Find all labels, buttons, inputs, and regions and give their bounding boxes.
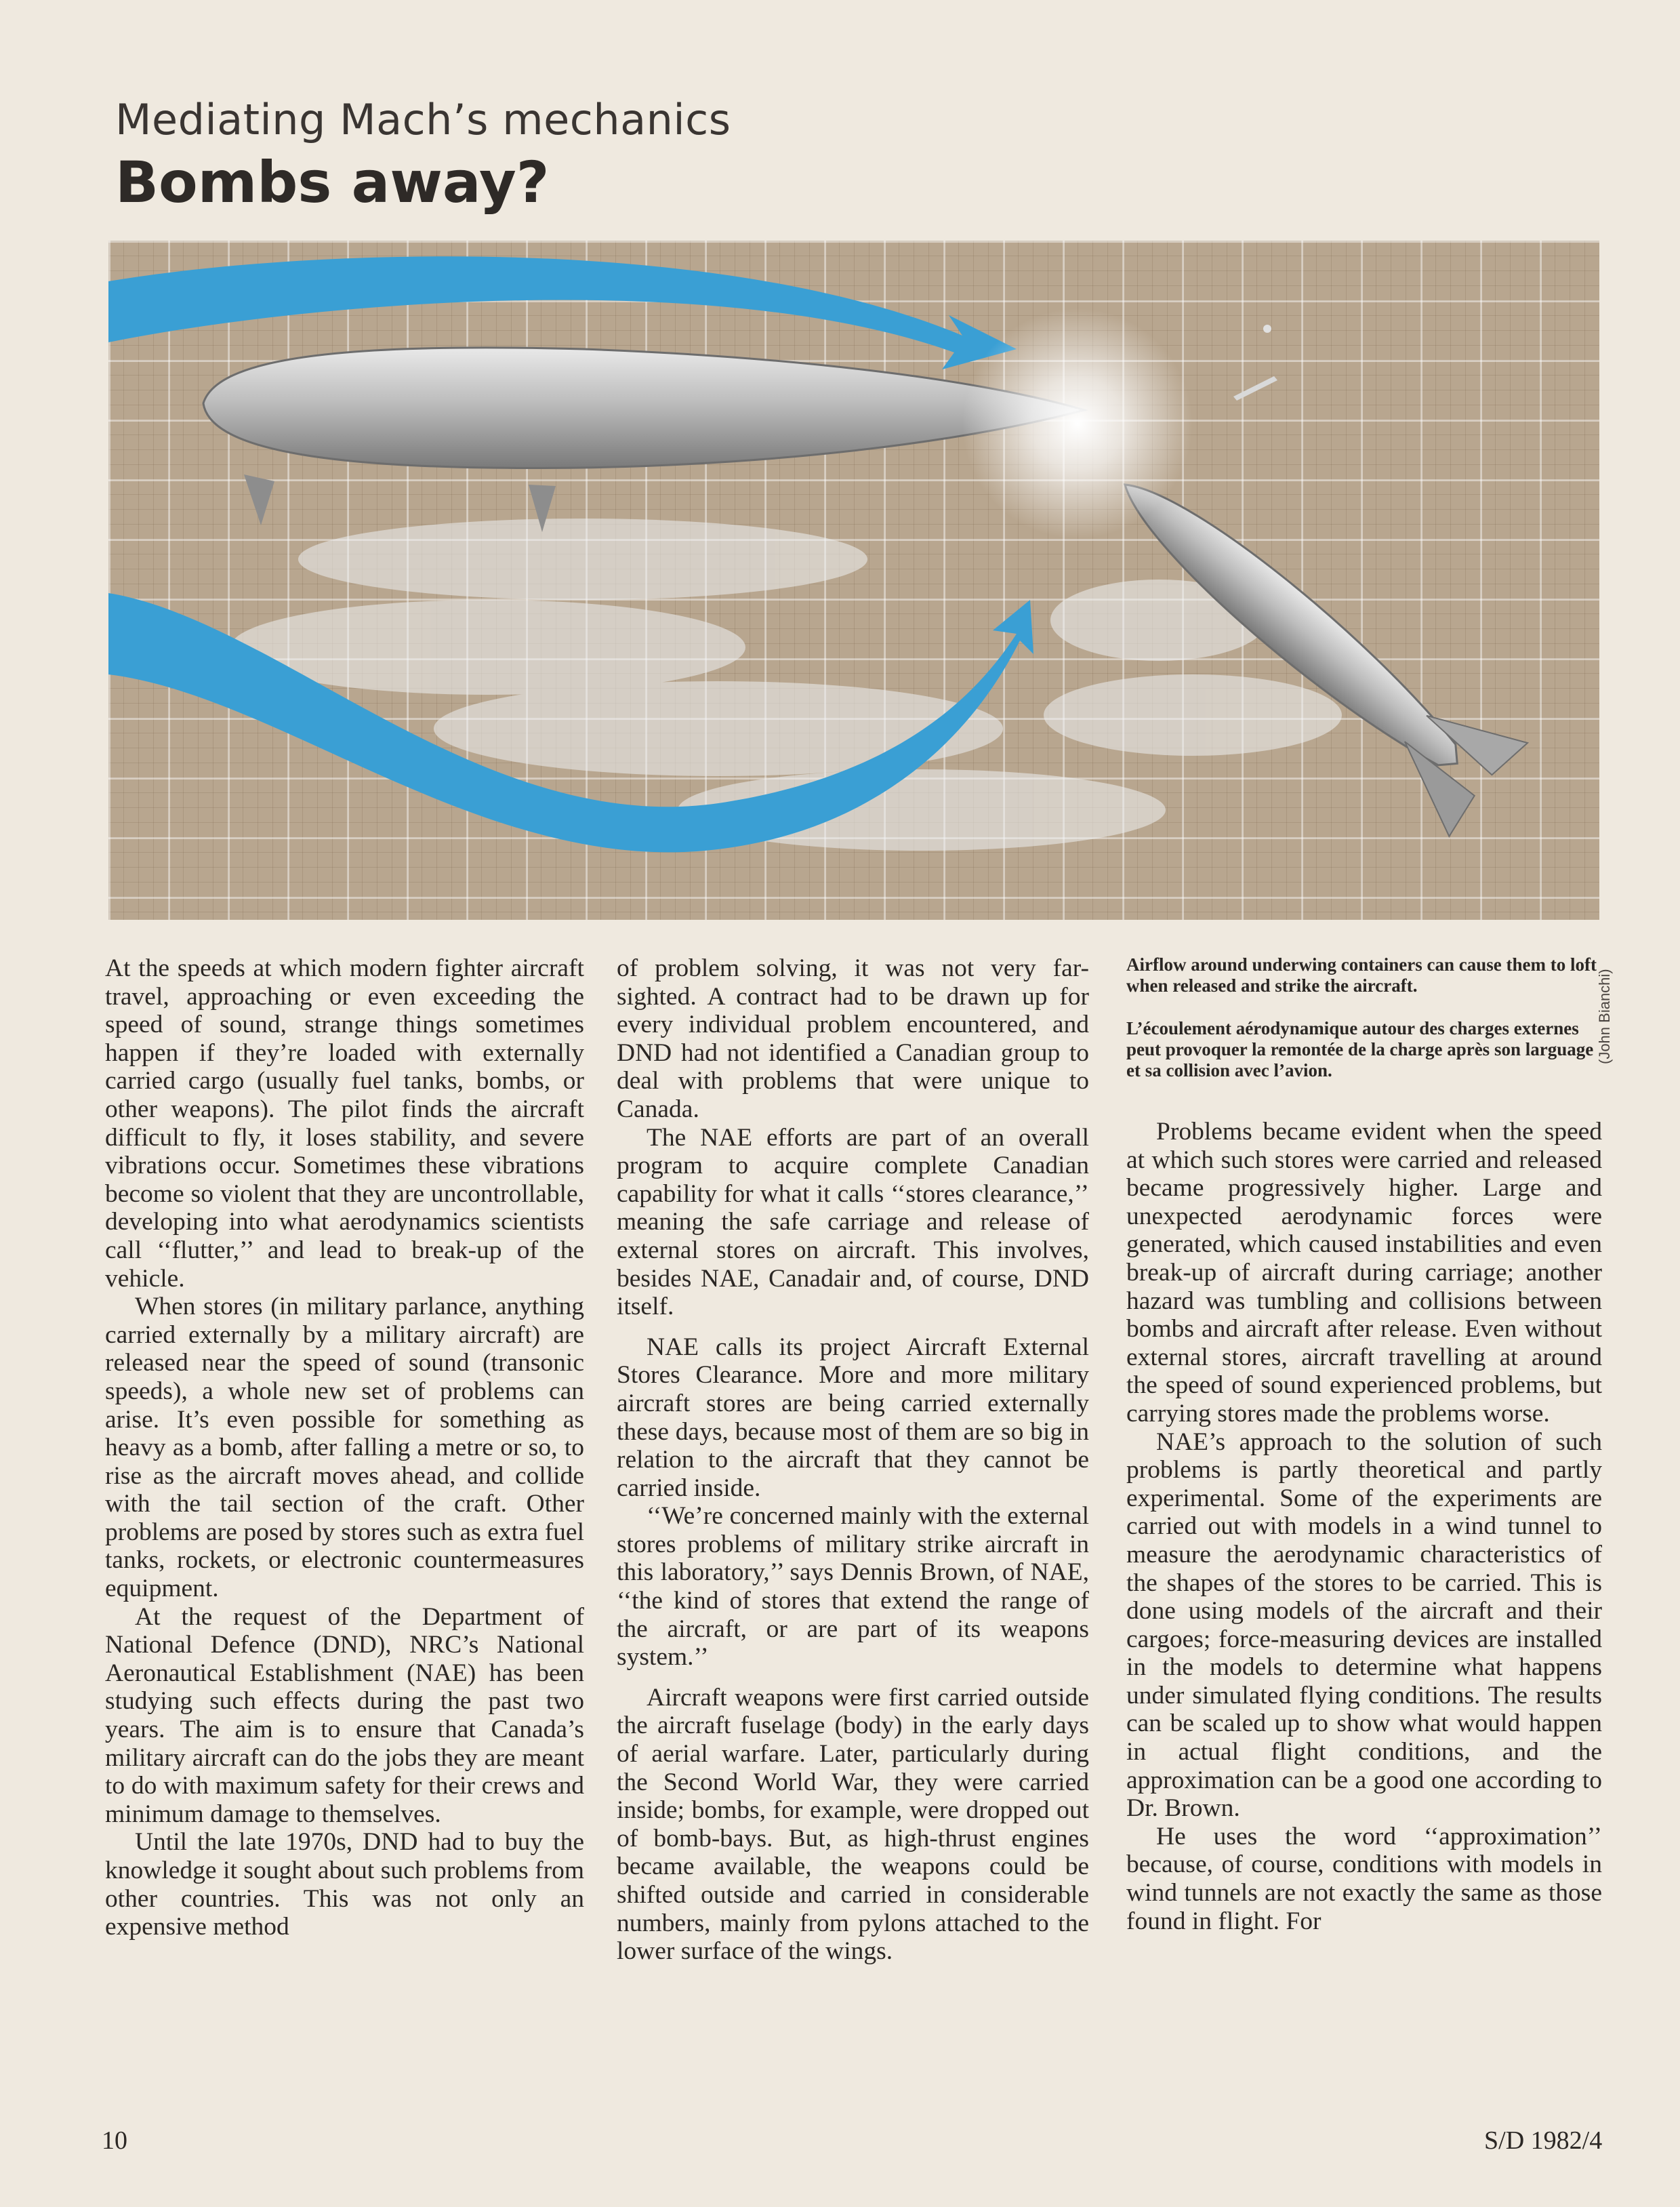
- paragraph: Problems became evident when the speed at which such stores were carried and released became progressively higher. Large and unexpected aerodynamic forces were generated, which caused instabilities and even break-up of aircraft during carriage; another hazard was tumbling and collisions between bombs and aircraft after release. Even without external stores, aircraft travelling at around the speed of sound experienced problems, but carrying stores made the problems worse.: [1126, 1118, 1602, 1428]
- column-2: [617, 954, 1089, 1966]
- paragraph: NAE calls its project Aircraft External Stores Clearance. More and more military aircraft stores are being carried externally these days, because most of them are so big in relation to the aircraft that they cannot be carried inside.: [617, 1333, 1089, 1502]
- kicker: Mediating Mach’s mechanics: [115, 95, 731, 144]
- paragraph: Aircraft weapons were first carried outside the aircraft fuselage (body) in the early days of aerial warfare. Later, particularly during the Second World War, they were carried inside; bombs, for example, were dropped out of bomb-bays. But, as high-thrust engines became available, the weapons could be shifted outside and carried in considerable numbers, mainly from pylons attached to the lower surface of the wings.: [617, 1683, 1089, 1966]
- paragraph: He uses the word ‘‘approximation’’ because, of course, conditions with models in wind tunnels are not exactly the same as those found in flight. For: [1126, 1822, 1602, 1935]
- paragraph: Until the late 1970s, DND had to buy the knowledge it sought about such problems from other countries. This was not only an expensive method: [105, 1828, 584, 1941]
- photo-credit: (John Bianchi): [1596, 969, 1613, 1064]
- impact-flash: [962, 308, 1193, 539]
- page-number: 10: [102, 2126, 127, 2155]
- issue-label: S/D 1982/4: [1484, 2126, 1603, 2155]
- paragraph: At the request of the Department of National Defence (DND), NRC’s National Aeronautical Establishment (NAE) has been studying such effects during the past two years. The aim is to ensure that Canada’s military aircraft can do the jobs they are meant to do with maximum safety for their crews and minimum damage to themselves.: [105, 1602, 584, 1828]
- paragraph: NAE’s approach to the solution of such problems is partly theoretical and partly experimental. Some of the experiments are carried out with models in a wind tunnel to measure the aerodynamic characteristics of the shapes of the stores to be carried. This is done using models of the aircraft and their cargoes; force-measuring devices are installed in the models to determine what happens under simulated flying conditions. The results can be scaled up to show what would happen in actual flight conditions, and the approximation can be a good one according to Dr. Brown.: [1126, 1428, 1602, 1823]
- airflow-illustration: [108, 241, 1599, 920]
- paragraph: At the speeds at which modern fighter aircraft travel, approaching or even exceeding the speed of sound, strange things sometimes happen if they’re loaded with externally carried cargo (usually fuel tanks, bombs, or other weapons). The pilot finds the aircraft difficult to fly, it loses stability, and severe vibrations occur. Sometimes these vibrations become so violent that they are uncontrollable, developing into what aerodynamics scientists call ‘‘flutter,’’ and lead to break-up of the vehicle.: [105, 954, 584, 1293]
- underwing-tank: [203, 348, 1084, 532]
- paragraph: When stores (in military parlance, anything carried externally by a military aircraft) are released near the speed of sound (transonic speeds), a whole new set of problems can arise. It’s even possible for something as heavy as a bomb, after falling a metre or so, to rise as the aircraft moves ahead, and collide with the tail section of the craft. Other problems are posed by stores such as extra fuel tanks, rockets, or electronic countermeasures equipment.: [105, 1293, 584, 1603]
- illustration: [108, 241, 1599, 920]
- article-title: Bombs away?: [115, 149, 550, 216]
- column-3: [1126, 954, 1602, 1935]
- caption-english: Airflow around underwing containers can cause them to loft when released and strike the aircraft.: [1126, 954, 1597, 996]
- column-1: [105, 954, 584, 1941]
- paragraph: ‘‘We’re concerned mainly with the external stores problems of military strike aircraft in this laboratory,’’ says Dennis Brown, of NAE, ‘‘the kind of stores that extend the range of the aircraft, or are part of its weapons system.’’: [617, 1502, 1089, 1672]
- paragraph: of problem solving, it was not very far-sighted. A contract had to be drawn up for every individual problem encountered, and DND had not identified a Canadian group to deal with problems that were unique to Canada.: [617, 954, 1089, 1123]
- caption-french: L’écoulement aérodynamique autour des charges externes peut provoquer la remontée de la charge après son larguage et sa collision avec l’avion.: [1126, 1018, 1594, 1080]
- paragraph: The NAE efforts are part of an overall program to acquire complete Canadian capability for what it calls ‘‘stores clearance,’’ meaning the safe carriage and release of external stores on aircraft. This involves, besides NAE, Canadair and, of course, DND itself.: [617, 1123, 1089, 1321]
